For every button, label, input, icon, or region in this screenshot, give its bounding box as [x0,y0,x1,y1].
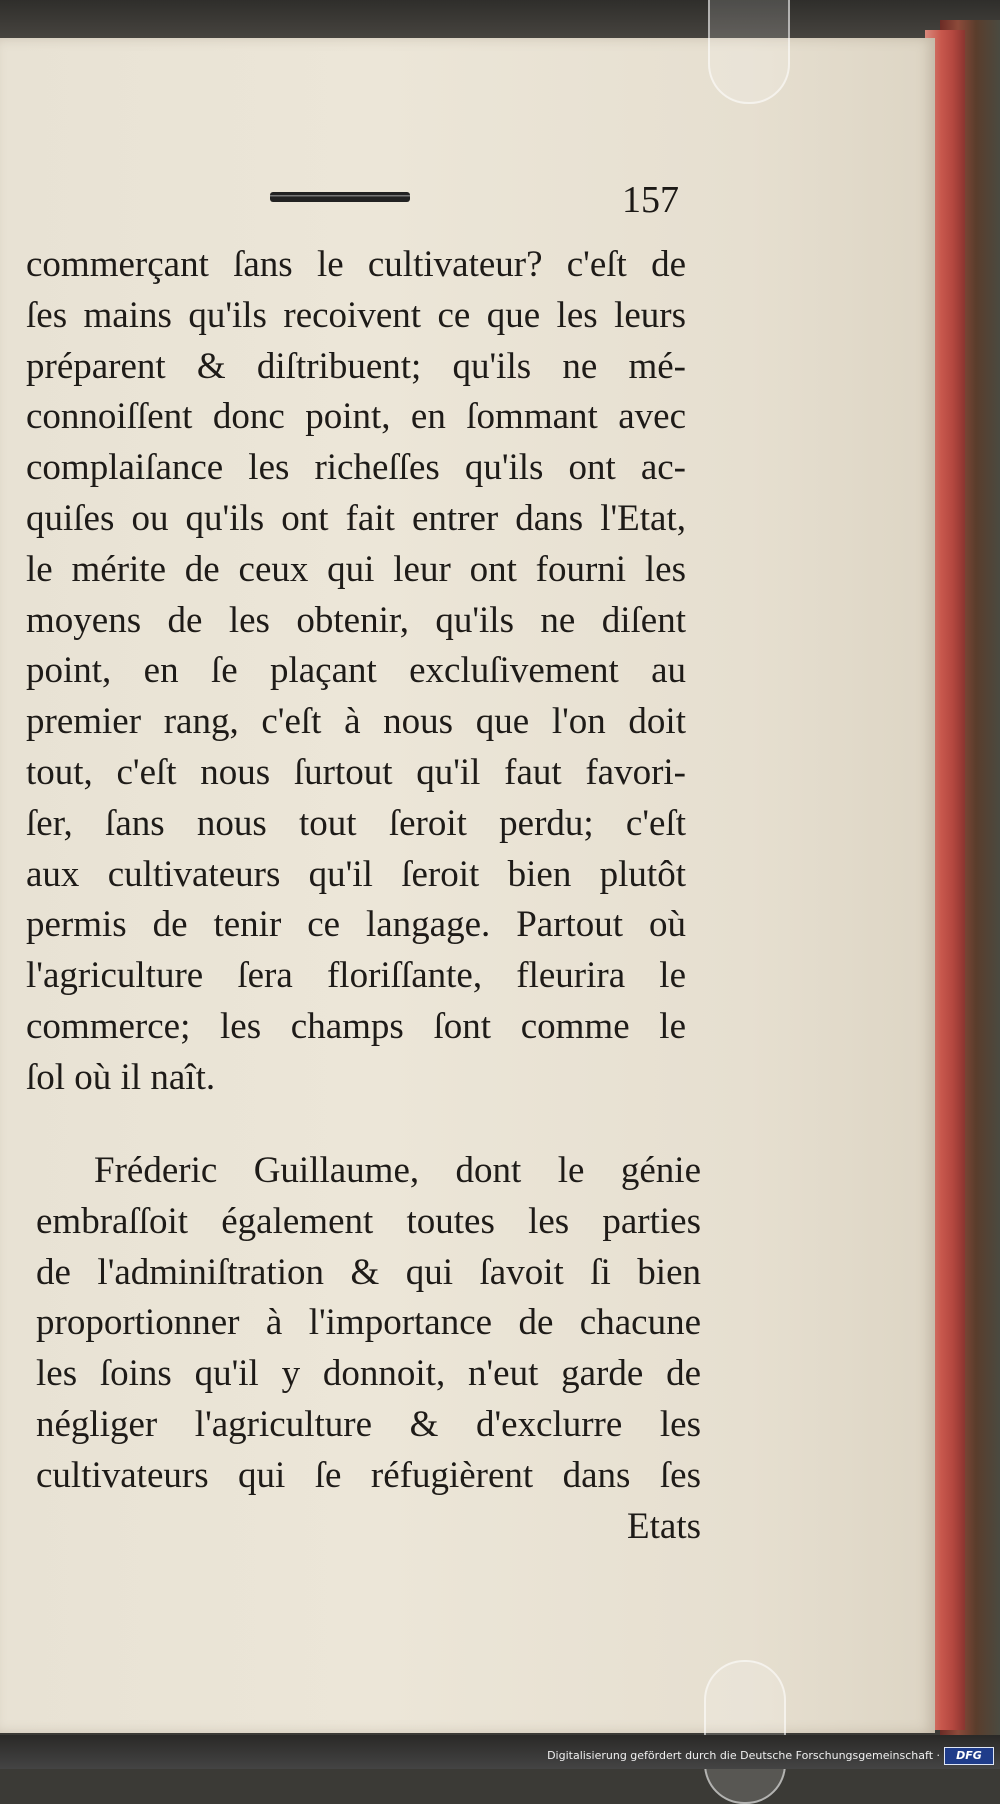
text-line: complaiſance les richeſſes qu'ils ont ac- [26,447,686,489]
text-line: tout, c'eſt nous ſurtout qu'il faut favori- [26,751,686,793]
text-line: ſes mains qu'ils recoivent ce que les leurs [26,294,686,336]
page-number: 157 [622,179,679,221]
text-line: le mérite de ceux qui leur ont fourni les [26,548,686,590]
text-line: de l'adminiſtration & qui ſavoit ſi bien [36,1251,701,1293]
text-line: permis de tenir ce langage. Partout où [26,904,686,946]
text-line: commerçant ſans le cultivateur? c'eſt de [26,244,686,285]
text-line: commerce; les champs ſont comme le [26,1005,686,1047]
paragraph-1 [26,240,686,1104]
digitization-credit: Digitalisierung gefördert durch die Deutsche Forschungsgemeinschaft · [547,1749,940,1762]
text-line: ſer, ſans nous tout ſeroit perdu; c'eſt [26,802,686,844]
paragraph-2 [36,1146,701,1552]
text-line: point, en ſe plaçant excluſivement au [26,650,686,692]
text-line: cultivateurs qui ſe réfugièrent dans ſes [36,1454,701,1496]
text-line: Fréderic Guillaume, dont le génie [94,1150,701,1191]
text-line: quiſes ou qu'ils ont fait entrer dans l'Etat, [26,497,686,539]
text-line: connoiſſent donc point, en ſommant avec [26,396,686,438]
text-line: les ſoins qu'il y donnoit, n'eut garde de [36,1353,701,1395]
text-line: l'agriculture ſera floriſſante, fleurira le [26,955,686,997]
text-line: aux cultivateurs qu'il ſeroit bien plutôt [26,853,686,895]
header-ornament-rule [270,192,410,202]
text-line: proportionner à l'importance de chacune [36,1302,701,1344]
text-line: moyens de les obtenir, qu'ils ne diſent [26,599,686,641]
text-line: premier rang, c'eſt à nous que l'on doit [26,701,686,743]
text-line: négliger l'agriculture & d'exclurre les [36,1403,701,1445]
text-line: embraſſoit également toutes les parties [36,1200,701,1242]
page-clip-top [708,0,790,104]
text-line: préparent & diſtribuent; qu'ils ne mé- [26,345,686,387]
dfg-logo: DFG [944,1747,994,1765]
text-line: ſol où il naît. [26,1056,216,1098]
page-clip-bottom [704,1660,786,1804]
catchword: Etats [627,1505,701,1547]
